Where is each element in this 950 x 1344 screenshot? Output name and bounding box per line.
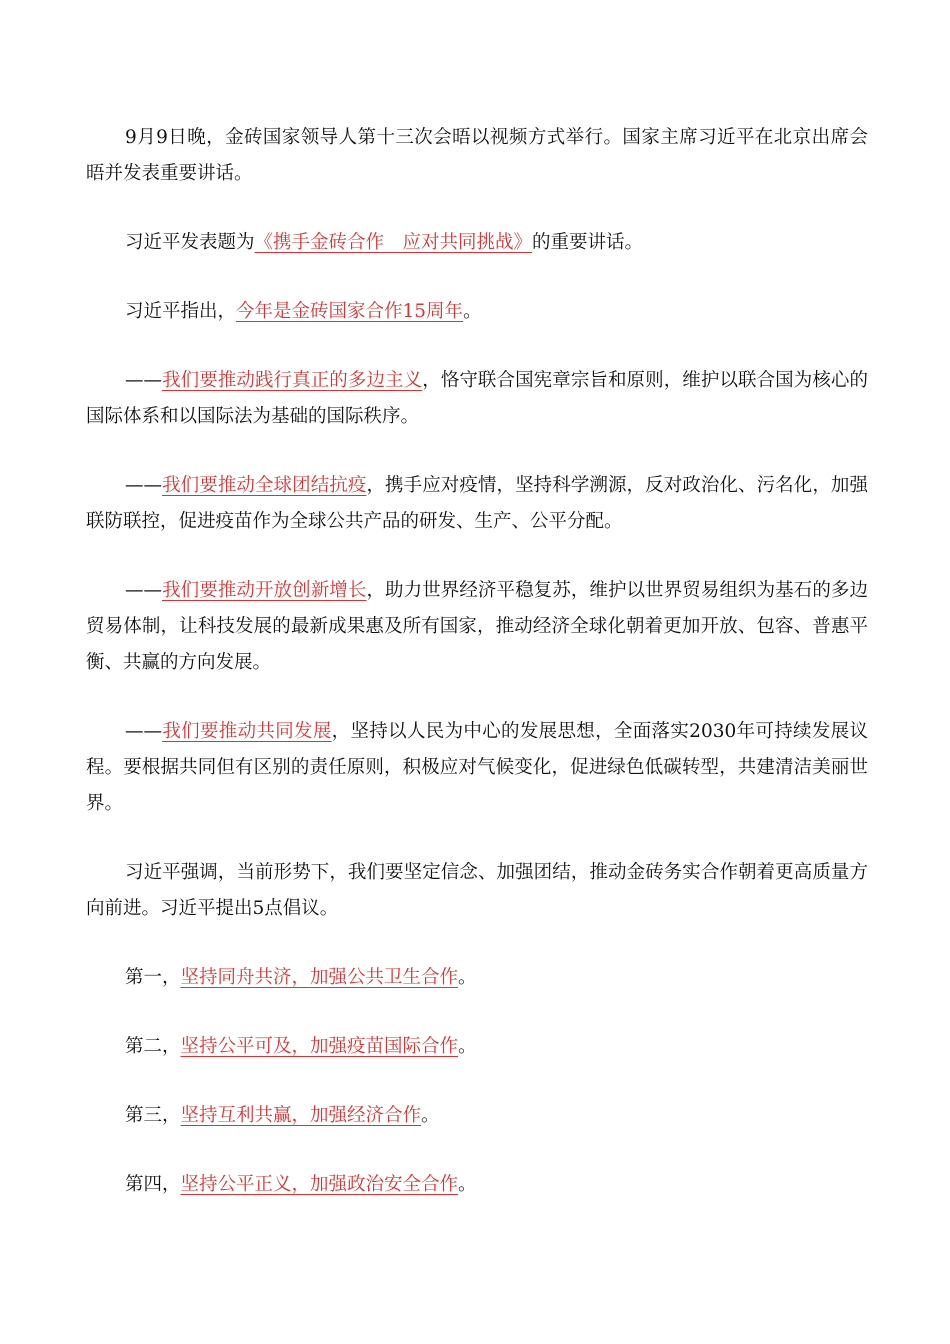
highlighted-text: 我们要推动开放创新增长 xyxy=(162,580,367,601)
paragraph-text: 。 xyxy=(458,967,477,988)
paragraph-pandemic xyxy=(86,468,868,540)
paragraph-text: ，助力世界经济平稳复苏，维护以世界贸易组织为基石的多边贸易体制，让科技发展的最新成果惠及所有国家，推动经济全球化朝着更加开放、包容、普惠平衡、共赢的方向发展。 xyxy=(86,580,868,673)
paragraph-multilateralism xyxy=(86,363,868,435)
paragraph-text: 习近平强调，当前形势下，我们要坚定信念、加强团结，推动金砖务实合作朝着更高质量方向前进。习近平提出5点倡议。 xyxy=(86,862,868,919)
paragraph-development xyxy=(86,714,868,822)
paragraph-proposal-4 xyxy=(86,1167,868,1203)
highlighted-text: 我们要推动践行真正的多边主义 xyxy=(162,370,423,391)
paragraph-text: 第二， xyxy=(125,1036,181,1057)
paragraph-text: 。 xyxy=(458,1036,477,1057)
paragraph-proposal-2 xyxy=(86,1029,868,1065)
paragraph-text: 第三， xyxy=(125,1105,181,1126)
paragraph-intro xyxy=(86,120,868,192)
paragraph-text: 第四， xyxy=(125,1174,181,1195)
paragraph-anniversary xyxy=(86,294,868,330)
highlighted-text: 坚持互利共赢，加强经济合作 xyxy=(180,1105,422,1126)
paragraph-text: —— xyxy=(125,580,162,601)
paragraph-text: —— xyxy=(125,721,162,742)
paragraph-text: —— xyxy=(125,370,162,391)
paragraph-text: ，恪守联合国宪章宗旨和原则，维护以联合国为核心的国际体系和以国际法为基础的国际秩序。 xyxy=(86,370,868,427)
paragraph-proposal-1 xyxy=(86,960,868,996)
paragraph-growth xyxy=(86,573,868,681)
highlighted-text: 我们要推动全球团结抗疫 xyxy=(162,475,367,496)
highlighted-text: 坚持同舟共济，加强公共卫生合作 xyxy=(180,967,459,988)
paragraph-text: 第一， xyxy=(125,967,181,988)
highlighted-text: 坚持公平可及，加强疫苗国际合作 xyxy=(180,1036,459,1057)
paragraph-text: 习近平发表题为 xyxy=(125,232,255,253)
paragraph-text: 习近平指出， xyxy=(125,301,237,322)
paragraph-text: —— xyxy=(125,475,162,496)
document-body xyxy=(86,120,868,1203)
paragraph-speech-title xyxy=(86,225,868,261)
paragraph-proposal-3 xyxy=(86,1098,868,1134)
paragraph-text: ，坚持以人民为中心的发展思想，全面落实2030年可持续发展议程。要根据共同但有区别的责任原则，积极应对气候变化，促进绿色低碳转型，共建清洁美丽世界。 xyxy=(86,721,868,814)
highlighted-text: 我们要推动共同发展 xyxy=(162,721,332,742)
paragraph-text: 9月9日晚，金砖国家领导人第十三次会晤以视频方式举行。国家主席习近平在北京出席会晤并发表重要讲话。 xyxy=(86,127,868,184)
paragraph-five-proposals xyxy=(86,855,868,927)
paragraph-text: 的重要讲话。 xyxy=(532,232,644,253)
paragraph-text: 。 xyxy=(421,1105,440,1126)
highlighted-text: 今年是金砖国家合作15周年 xyxy=(236,301,464,322)
paragraph-text: 。 xyxy=(463,301,482,322)
highlighted-text: 坚持公平正义，加强政治安全合作 xyxy=(180,1174,459,1195)
paragraph-text: ，携手应对疫情，坚持科学溯源，反对政治化、污名化，加强联防联控，促进疫苗作为全球公共产品的研发、生产、公平分配。 xyxy=(86,475,868,532)
paragraph-text: 。 xyxy=(458,1174,477,1195)
highlighted-text: 《携手金砖合作 应对共同挑战》 xyxy=(254,232,533,253)
